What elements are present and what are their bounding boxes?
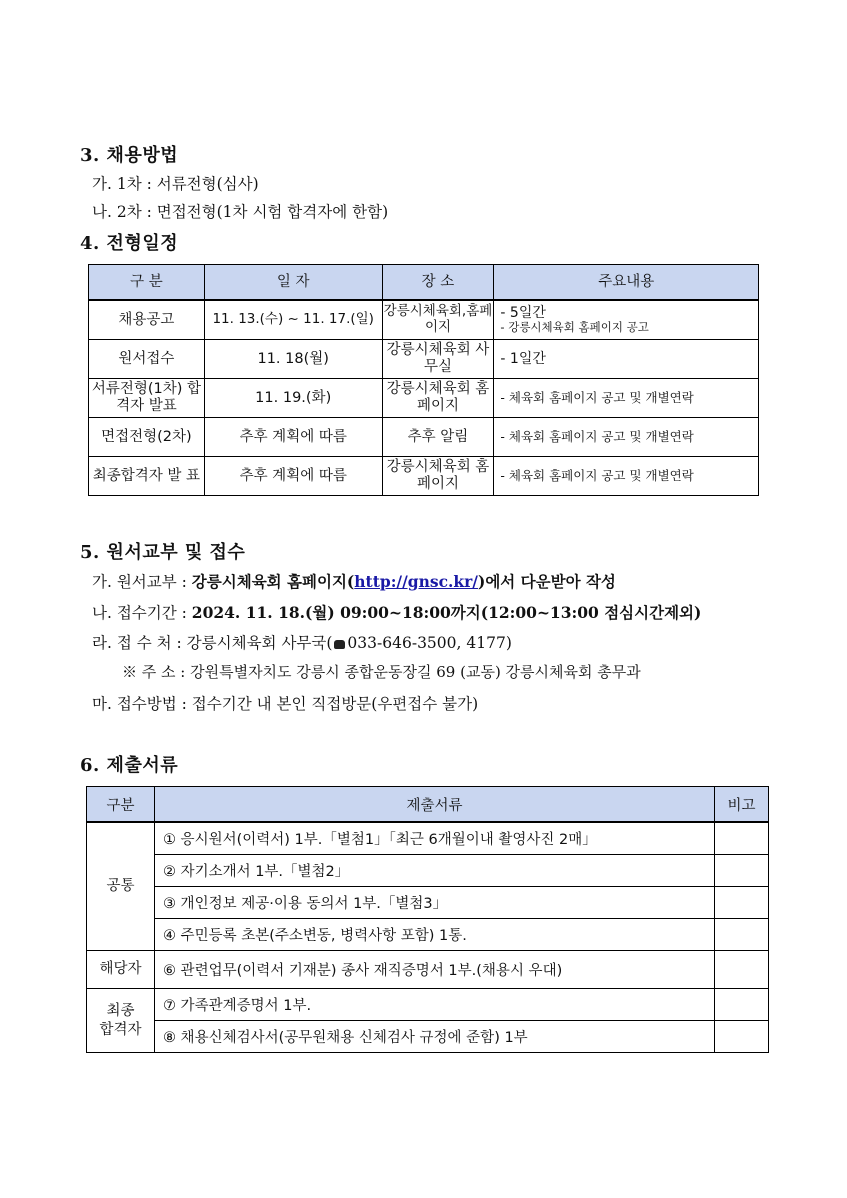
group-category-text: 최종 합격자 [99, 1002, 142, 1038]
table-row [89, 300, 759, 340]
group-category [87, 989, 155, 1053]
s3-line-2: 나. 2차 : 면접전형(1차 시험 합격자에 한함) [92, 203, 389, 221]
homepage-link[interactable]: http://gnsc.kr/ [354, 572, 478, 591]
header-remarks: 비고 [715, 787, 769, 823]
row-content [494, 457, 759, 496]
documents-table [86, 786, 769, 1053]
row-content-line-1: - 체육회 홈페이지 공고 및 개별연락 [500, 389, 694, 405]
document-item: ⑦ 가족관계증명서 1부. [154, 989, 714, 1021]
row-content [494, 418, 759, 457]
s3-line-1: 가. 1차 : 서류전형(심사) [92, 175, 259, 193]
schedule-header-row [89, 265, 759, 301]
document-item: ④ 주민등록 초본(주소변동, 병력사항 포함) 1통. [154, 919, 714, 951]
row-place: 추후 알림 [382, 418, 494, 457]
header-documents: 제출서류 [154, 787, 714, 823]
s5-a-prefix: 가. 원서교부 : [92, 573, 192, 591]
remarks-cell [715, 1021, 769, 1053]
schedule-table [88, 264, 759, 496]
table-row [87, 951, 769, 989]
section-3-title: 3. 채용방법 [80, 145, 179, 166]
s5-b-prefix: 나. 접수기간 : [92, 604, 192, 622]
row-content-line-1: - 체육회 홈페이지 공고 및 개별연락 [500, 428, 694, 444]
table-row [87, 989, 769, 1021]
header-content: 주요내용 [494, 265, 759, 301]
row-category: 채용공고 [89, 300, 205, 340]
row-place: 강릉시체육회 사무실 [382, 340, 494, 379]
remarks-cell [715, 919, 769, 951]
header-category: 구 분 [89, 265, 205, 301]
row-content [494, 379, 759, 418]
remarks-cell [715, 951, 769, 989]
row-content-line-1: - 체육회 홈페이지 공고 및 개별연락 [500, 467, 694, 483]
table-row [89, 340, 759, 379]
row-place: 강릉시체육회 홈페이지 [382, 457, 494, 496]
row-content [494, 340, 759, 379]
row-place: 강릉시체육회 홈페이지 [382, 379, 494, 418]
phone-icon [334, 640, 345, 649]
header-group: 구분 [87, 787, 155, 823]
s5-note: ※ 주 소 : 강원특별자치도 강릉시 종합운동장길 69 (교동) 강릉시체육회 총무과 [122, 663, 641, 681]
s5-a-bold-2: )에서 다운받아 작성 [477, 572, 616, 591]
row-category: 최종합격자 발 표 [89, 457, 205, 496]
s5-line-d: 마. 접수방법 : 접수기간 내 본인 직접방문(우편접수 불가) [92, 695, 479, 713]
s5-c-prefix: 라. 접 수 처 : 강릉시체육회 사무국( [92, 634, 333, 652]
row-date: 추후 계획에 따름 [204, 418, 382, 457]
s5-b-bold: 2024. 11. 18.(월) 09:00~18:00까지(12:00~13:00 점심시간제외) [191, 603, 702, 622]
row-place: 강릉시체육회,홈페이지 [382, 300, 494, 340]
s5-line-a [92, 570, 616, 592]
table-row [87, 855, 769, 887]
row-date: 11. 18(월) [204, 340, 382, 379]
row-category: 원서접수 [89, 340, 205, 379]
table-row [89, 379, 759, 418]
remarks-cell [715, 989, 769, 1021]
document-item: ③ 개인정보 제공·이용 동의서 1부.「별첨3」 [154, 887, 714, 919]
document-item: ⑥ 관련업무(이력서 기재분) 종사 재직증명서 1부.(채용시 우대) [154, 951, 714, 989]
s5-line-b [92, 601, 701, 623]
documents-header-row [87, 787, 769, 823]
group-category: 해당자 [87, 951, 155, 989]
row-date: 11. 19.(화) [204, 379, 382, 418]
remarks-cell [715, 855, 769, 887]
row-content-line-1: - 1일간 [500, 350, 546, 367]
table-row [87, 919, 769, 951]
table-row [87, 887, 769, 919]
document-item: ② 자기소개서 1부.「별첨2」 [154, 855, 714, 887]
row-category: 서류전형(1차) 합격자 발표 [89, 379, 205, 418]
row-content-line-2: - 강릉시체육회 홈페이지 공고 [500, 320, 649, 335]
section-6-title: 6. 제출서류 [80, 755, 179, 776]
remarks-cell [715, 822, 769, 855]
row-date: 11. 13.(수) ~ 11. 17.(일) [204, 300, 382, 340]
s5-c-tel: 033-646-3500, 4177) [347, 634, 512, 652]
row-content [494, 300, 759, 340]
table-row [89, 457, 759, 496]
s5-line-c [92, 631, 512, 653]
document-item: ⑧ 채용신체검사서(공무원채용 신체검사 규정에 준함) 1부 [154, 1021, 714, 1053]
row-date: 추후 계획에 따름 [204, 457, 382, 496]
row-content-line-1: - 5일간 [500, 305, 546, 322]
row-category: 면접전형(2차) [89, 418, 205, 457]
document-item: ① 응시원서(이력서) 1부.「별첨1」「최근 6개월이내 촬영사진 2매」 [154, 822, 714, 855]
table-row [87, 1021, 769, 1053]
table-row [89, 418, 759, 457]
group-category: 공통 [87, 822, 155, 951]
table-row [87, 822, 769, 855]
section-4-title: 4. 전형일정 [80, 233, 179, 254]
header-date: 일 자 [204, 265, 382, 301]
s5-a-bold-1: 강릉시체육회 홈페이지( [191, 572, 355, 591]
header-place: 장 소 [382, 265, 494, 301]
remarks-cell [715, 887, 769, 919]
section-5-title: 5. 원서교부 및 접수 [80, 542, 246, 563]
